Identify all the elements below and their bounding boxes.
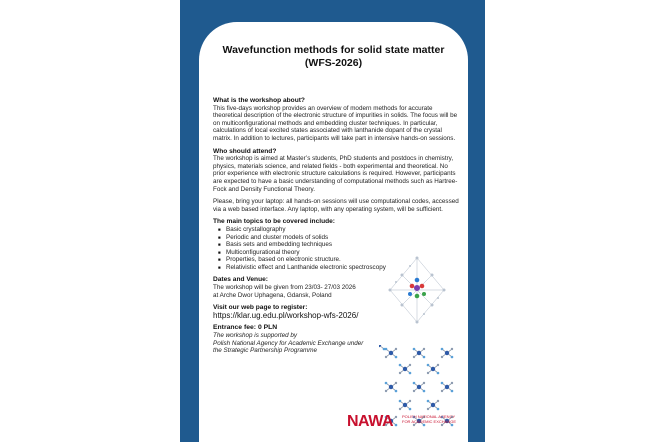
topic-item: ■ Relativistic effect and Lanthanide electronic spectroscopy: [220, 264, 459, 272]
support-line-1: The workshop is supported by: [213, 332, 298, 340]
nawa-logo-word: NAWA: [347, 413, 393, 430]
dates-heading: Dates and Venue:: [213, 276, 268, 284]
about-text: This five-days workshop provides an overview of modern methods for accurate theoretical description of the electronic structure of impurities in solids. The focus will be on multiconfigurational methods and embedding cluster techniques. In particular, calculations of local excited states associated with lanthanide dopant of the crystal matrix. In addition to lectures, participants will take part in intensive hands-on sessions.: [213, 104, 458, 142]
register-link[interactable]: https://klar.ug.edu.pl/workshop-wfs-2026/: [213, 310, 359, 320]
nawa-logo: [347, 413, 465, 431]
support-line-2: Polish National Agency for Academic Exchange under: [213, 339, 364, 347]
attend-heading: Who should attend?: [213, 147, 277, 155]
attend-text: The workshop is aimed at Master’s students, PhD students and postdocs in chemistry, physics, materials science, and related fields - both experimental and theoretical. No prior experience with electronic structure calculations is required. However, participants are expected to have a basic understanding of computational methods such as Hartree-Fock and Density Functional Theory.: [213, 155, 458, 193]
fee-heading: Entrance fee: 0 PLN: [213, 324, 278, 332]
topics-heading: The main topics to be covered include:: [213, 218, 336, 226]
register-heading: Visit our web page to register:: [213, 304, 308, 312]
title-line-1: Wavefunction methods for solid state matter: [222, 44, 445, 56]
title-line-2: (WFS-2026): [304, 57, 363, 69]
dates-line-2: at Arche Dwor Uphagena, Gdansk, Poland: [213, 291, 332, 299]
about-heading: What is the workshop about?: [213, 97, 305, 104]
topic-item: ■ Basis sets and embedding techniques: [220, 241, 459, 249]
support-line-3: the Strategic Partnership Programme: [213, 347, 317, 355]
poster-card: [199, 22, 468, 442]
topic-item: ■ Periodic and cluster models of solids: [220, 234, 459, 242]
nawa-logo-subtitle: POLISH NATIONAL AGENCY FOR ACADEMIC EXCHANGE: [402, 414, 457, 424]
poster: [180, 0, 485, 442]
topic-item: ■ Basic crystallography: [220, 226, 459, 234]
topic-item: ■ Multiconfigurational theory: [220, 249, 459, 257]
dates-line-1: The workshop will be given from 23/03- 27/03 2026: [213, 284, 356, 292]
topic-item: ■ Properties, based on electronic structure.: [220, 256, 459, 264]
crystal-structure-illustration: [382, 250, 452, 330]
poster-title: [199, 44, 468, 70]
laptop-text: Please, bring your laptop: all hands-on sessions will use computational codes, accessed via a web based interface. Any laptop, with any operating system, will be sufficient.: [213, 198, 459, 213]
